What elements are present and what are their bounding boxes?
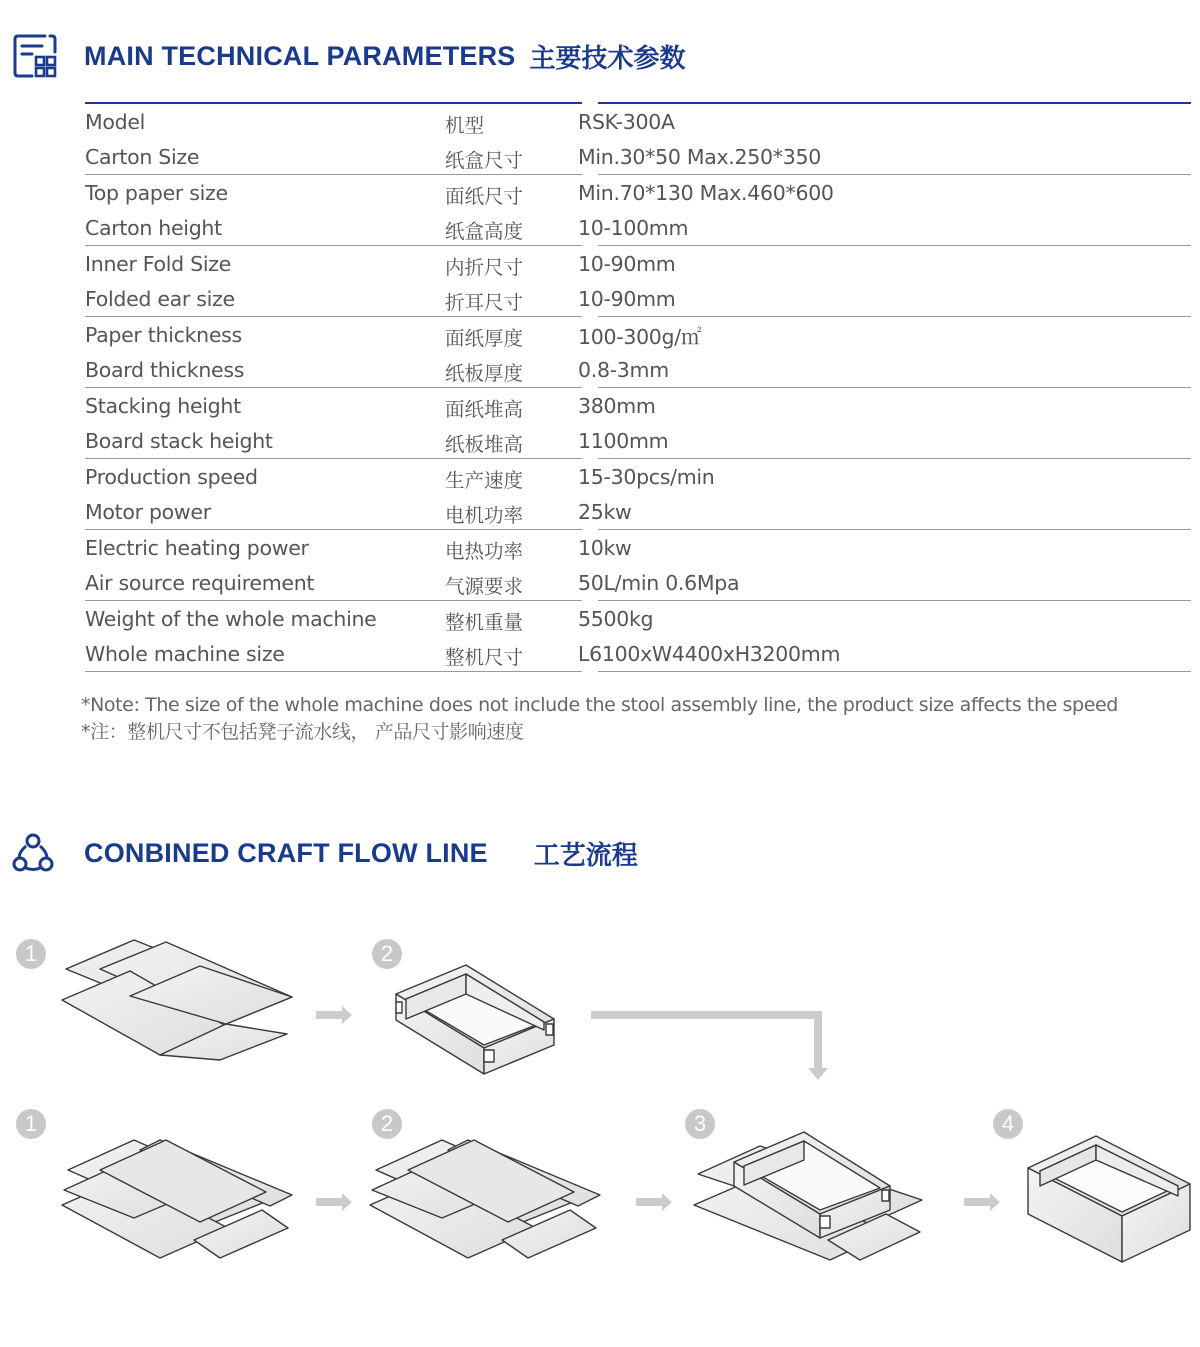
param-name-en: Folded ear size — [85, 287, 235, 312]
param-name-cn: 面纸厚度 — [445, 326, 524, 350]
param-name-en: Board thickness — [85, 358, 245, 383]
param-name-en: Air source requirement — [85, 571, 315, 596]
param-name-en: Top paper size — [85, 180, 228, 205]
param-name-cn: 折耳尺寸 — [445, 291, 524, 315]
param-name-cn: 电热功率 — [445, 539, 524, 563]
param-name-en: Inner Fold Size — [85, 251, 231, 276]
param-value: 0.8-3mm — [578, 358, 669, 383]
param-name-en: Stacking height — [85, 393, 241, 418]
step-badge: 2 — [372, 1109, 402, 1139]
param-value: 10-90mm — [578, 251, 676, 276]
section-title: MAIN TECHNICAL PARAMETERS — [84, 40, 516, 71]
param-name-en: Whole machine size — [85, 642, 285, 667]
footnote-cn: *注：整机尺寸不包括凳子流水线， 产品尺寸影响速度 — [81, 721, 524, 743]
param-name-cn: 纸板厚度 — [445, 362, 524, 386]
param-value: 100-300g/㎡ — [578, 324, 702, 349]
param-name-cn: 生产速度 — [445, 468, 524, 492]
flat-board-sheet — [62, 940, 292, 1060]
flat-sheet-with-flaps — [62, 1140, 292, 1258]
param-value: 10-90mm — [578, 287, 676, 312]
param-value: 5500kg — [578, 606, 654, 631]
param-name-en: Motor power — [85, 500, 211, 525]
param-name-en: Weight of the whole machine — [85, 606, 377, 631]
section-title-cn: 主要技术参数 — [529, 43, 686, 74]
step-badge: 4 — [993, 1109, 1023, 1139]
param-value: 10kw — [578, 535, 632, 560]
param-name-cn: 纸盒高度 — [445, 220, 524, 244]
step-badge: 1 — [16, 939, 46, 969]
param-value: RSK-300A — [578, 109, 675, 134]
param-name-cn: 纸盒尺寸 — [445, 149, 524, 173]
arrow-right-icon — [316, 1193, 352, 1211]
param-name-cn: 整机重量 — [445, 610, 524, 634]
arrow-right-icon — [316, 1006, 352, 1024]
param-value: 15-30pcs/min — [578, 464, 715, 489]
param-name-cn: 纸板堆高 — [445, 433, 524, 457]
param-value: 1100mm — [578, 429, 669, 454]
param-name-cn: 整机尺寸 — [445, 646, 524, 670]
param-value: 25kw — [578, 500, 632, 525]
param-name-en: Carton height — [85, 216, 222, 241]
param-value: 50L/min 0.6Mpa — [578, 571, 740, 596]
section-title: CONBINED CRAFT FLOW LINE — [84, 837, 488, 868]
param-name-cn: 面纸堆高 — [445, 397, 524, 421]
param-name-cn: 电机功率 — [445, 504, 524, 528]
param-name-en: Model — [85, 109, 146, 134]
param-name-cn: 气源要求 — [445, 575, 524, 599]
param-value: Min.30*50 Max.250*350 — [578, 145, 821, 170]
arrow-right-icon — [636, 1193, 672, 1211]
param-value: 10-100mm — [578, 216, 689, 241]
param-name-en: Production speed — [85, 464, 258, 489]
param-name-cn: 机型 — [445, 113, 485, 137]
section-title-cn: 工艺流程 — [533, 840, 638, 871]
param-value: 380mm — [578, 393, 656, 418]
arrow-elbow-down-icon — [591, 1011, 828, 1080]
step-badge: 3 — [685, 1109, 715, 1139]
step-badge: 2 — [372, 939, 402, 969]
param-value: Min.70*130 Max.460*600 — [578, 180, 834, 205]
param-name-cn: 内折尺寸 — [445, 255, 524, 279]
param-name-en: Electric heating power — [85, 535, 309, 560]
param-name-en: Board stack height — [85, 429, 273, 454]
param-name-cn: 面纸尺寸 — [445, 184, 524, 208]
open-tray — [396, 965, 554, 1074]
param-name-en: Carton Size — [85, 145, 200, 170]
param-name-en: Paper thickness — [85, 322, 242, 347]
flat-sheet-with-flaps-2 — [370, 1140, 600, 1258]
step-badge: 1 — [16, 1109, 46, 1139]
footnote-en: *Note: The size of the whole machine does not include the stool assembly line, the product size affects the speed — [81, 694, 1118, 716]
arrow-right-icon — [964, 1193, 1000, 1211]
finished-box — [1028, 1136, 1190, 1262]
tray-on-sheet — [694, 1132, 922, 1260]
param-value: L6100xW4400xH3200mm — [578, 642, 841, 667]
